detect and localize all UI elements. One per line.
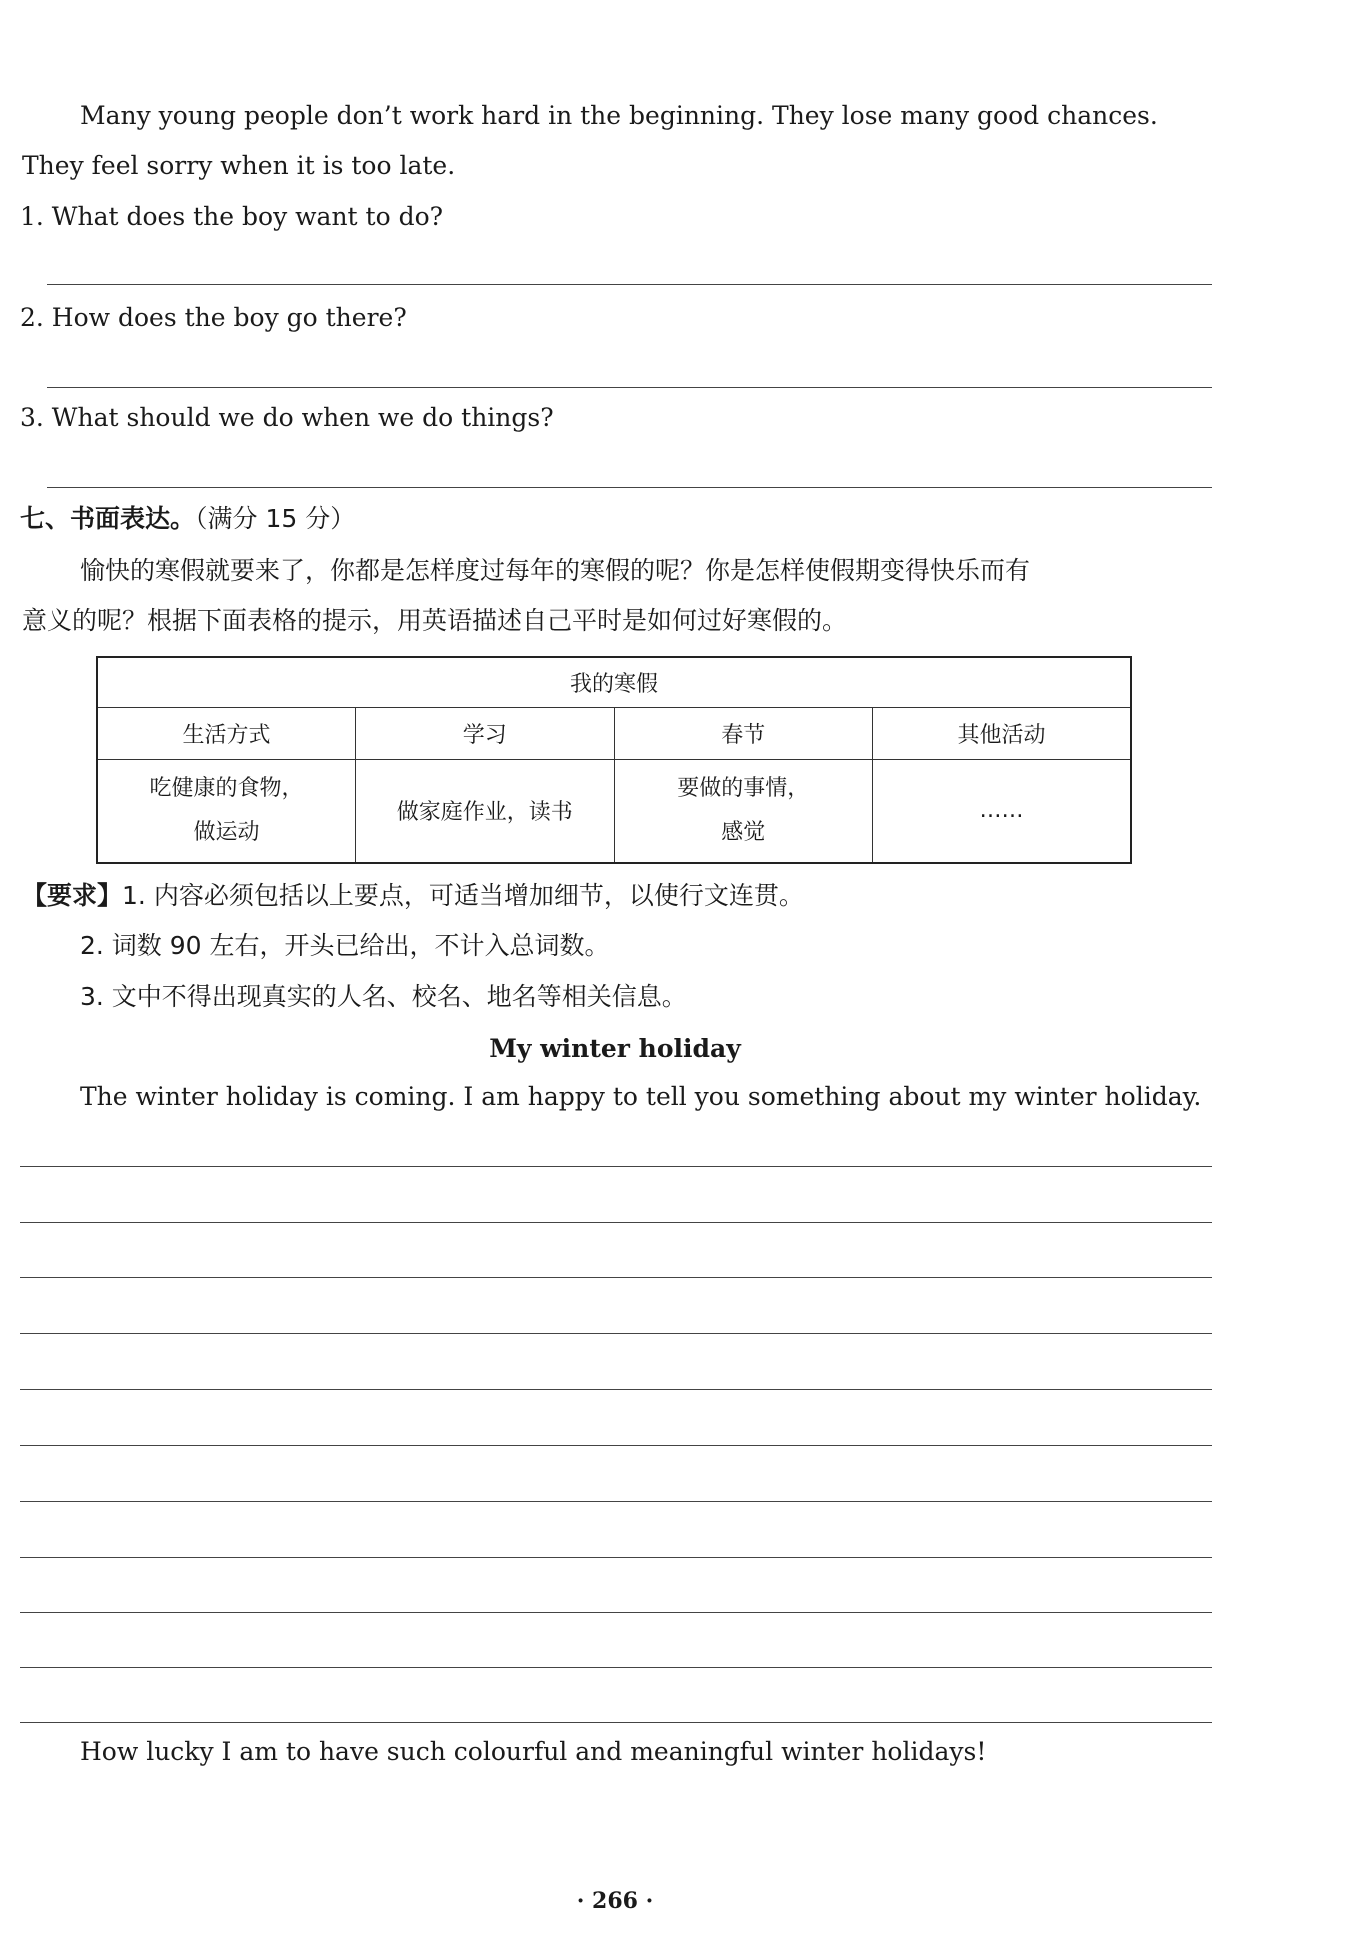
- winter-holiday-table: [96, 656, 1132, 864]
- table-cell-lifestyle-line-1: 吃健康的食物，: [149, 775, 304, 801]
- essay-opening: The winter holiday is coming. I am happy to tell you something about my winter holiday.: [80, 1082, 1202, 1111]
- table-header-other: 其他活动: [873, 707, 1132, 759]
- table-header-study: 学习: [356, 707, 615, 759]
- section-7-score: （满分 15 分）: [195, 504, 356, 533]
- section-7-heading: [20, 503, 355, 535]
- answer-line-1[interactable]: [47, 284, 1212, 285]
- answer-line-3[interactable]: [47, 487, 1212, 488]
- writing-line-3[interactable]: [20, 1277, 1212, 1278]
- table-cell-other: ……: [873, 759, 1132, 863]
- writing-line-8[interactable]: [20, 1557, 1212, 1558]
- table-cell-festival-line-2: 感觉: [721, 819, 766, 845]
- writing-line-1[interactable]: [20, 1166, 1212, 1167]
- section-7-intro-1: 愉快的寒假就要来了，你都是怎样度过每年的寒假的呢？你是怎样使假期变得快乐而有: [80, 556, 1031, 585]
- table-header-lifestyle: 生活方式: [97, 707, 356, 759]
- essay-title: My winter holiday: [489, 1034, 741, 1063]
- passage-line-2: They feel sorry when it is too late.: [22, 151, 456, 180]
- writing-line-4[interactable]: [20, 1333, 1212, 1334]
- section-7-intro-2: 意义的呢？根据下面表格的提示，用英语描述自己平时是如何过好寒假的。: [22, 606, 848, 635]
- writing-line-5[interactable]: [20, 1389, 1212, 1390]
- page-number: · 266 ·: [576, 1888, 654, 1914]
- table-title: 我的寒假: [97, 657, 1131, 707]
- question-2: 2. How does the boy go there?: [20, 303, 407, 332]
- table-cell-lifestyle-line-2: 做运动: [193, 819, 260, 845]
- passage-line-1: Many young people don’t work hard in the beginning. They lose many good chances.: [80, 101, 1158, 130]
- requirement-label: 【要求】: [22, 881, 123, 910]
- table-header-spring-festival: 春节: [614, 707, 873, 759]
- question-1: 1. What does the boy want to do?: [20, 202, 444, 231]
- table-cell-festival-line-1: 要做的事情，: [677, 775, 810, 801]
- requirement-2: 2. 词数 90 左右，开头已给出，不计入总词数。: [80, 931, 610, 960]
- question-3: 3. What should we do when we do things?: [20, 403, 554, 432]
- writing-line-2[interactable]: [20, 1222, 1212, 1223]
- writing-line-7[interactable]: [20, 1501, 1212, 1502]
- section-7-title: 七、书面表达。: [20, 504, 196, 533]
- essay-closing: How lucky I am to have such colourful and meaningful winter holidays!: [80, 1737, 987, 1766]
- requirement-1: [22, 880, 804, 912]
- requirement-1-text: 1. 内容必须包括以上要点，可适当增加细节，以使行文连贯。: [122, 881, 804, 910]
- table-cell-festival: [614, 759, 873, 863]
- writing-line-6[interactable]: [20, 1445, 1212, 1446]
- table-cell-lifestyle: [97, 759, 356, 863]
- answer-line-2[interactable]: [47, 387, 1212, 388]
- writing-line-10[interactable]: [20, 1667, 1212, 1668]
- writing-line-11[interactable]: [20, 1722, 1212, 1723]
- requirement-3: 3. 文中不得出现真实的人名、校名、地名等相关信息。: [80, 982, 687, 1011]
- writing-line-9[interactable]: [20, 1612, 1212, 1613]
- table-cell-study: 做家庭作业，读书: [356, 759, 615, 863]
